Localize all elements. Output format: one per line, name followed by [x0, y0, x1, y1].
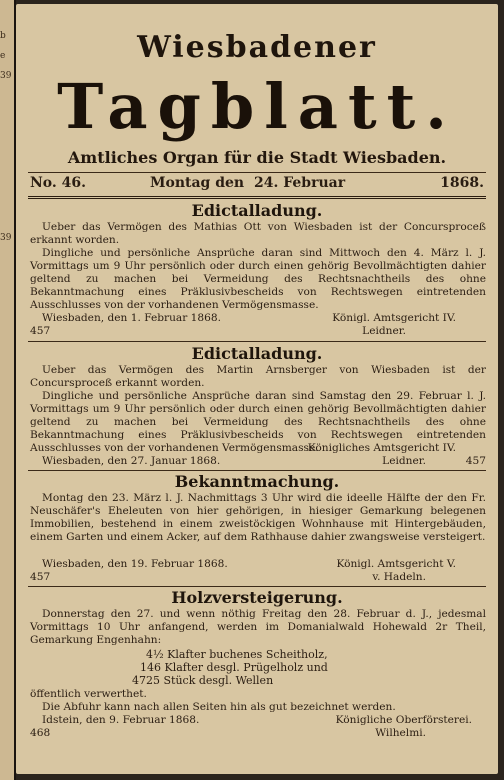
divider: [28, 586, 486, 587]
place-date: Wiesbaden, den 27. Januar 1868.: [42, 455, 221, 467]
lot-item: 4½ Klafter buchenes Scheitholz,: [146, 648, 328, 661]
margin-fragment: 39: [0, 71, 12, 81]
notice-footer: [30, 714, 486, 727]
issue-number: No. 46.: [30, 175, 86, 191]
notice-footer: [30, 727, 486, 740]
margin-fragment: 39: [0, 233, 12, 243]
notice-number: 457: [30, 325, 51, 337]
issue-date: 24. Februar: [254, 175, 346, 191]
place-date: Wiesbaden, den 1. Februar 1868.: [42, 312, 222, 324]
signature: Wilhelmi.: [375, 727, 426, 739]
lot-item: 4725 Stück desgl. Wellen: [132, 674, 274, 687]
adjacent-page-margin: [0, 0, 16, 780]
masthead-subtitle: Amtliches Organ für die Stadt Wiesbaden.: [67, 148, 447, 167]
notice-paragraph: Montag den 23. März l. J. Nachmittags 3 Uhr wird die ideelle Hälfte der den Fr. Neuschäfer's Eheleuten von hier gehörigen, in hiesiger Gemarkung belegenen Immobilien, bestehend in einem zweistöckigen Wohnhause mit Hintergebäuden, einem Garten und einem Acker, auf dem Rathhause dahier zwangsweise versteigert.: [30, 492, 486, 543]
notice-number: 457: [30, 571, 51, 583]
notice-footer: [30, 455, 486, 468]
divider: [28, 470, 486, 471]
authority: Königliche Oberförsterei.: [335, 714, 472, 726]
divider: [28, 172, 486, 173]
lot-item: 146 Klafter desgl. Prügelholz und: [140, 661, 328, 674]
place-date: Wiesbaden, den 19. Februar 1868.: [42, 558, 228, 570]
margin-fragment: e: [0, 51, 6, 61]
notice-footer: [30, 558, 486, 571]
issue-year: 1868.: [440, 175, 484, 191]
notice-paragraph: Ueber das Vermögen des Martin Arnsberger von Wiesbaden ist der Concursproceß erkannt worden.: [30, 364, 486, 389]
notice-number: 457: [465, 455, 486, 467]
authority: Königliches Amtsgericht IV.: [307, 442, 456, 454]
notice-paragraph: Die Abfuhr kann nach allen Seiten hin als gut bezeichnet werden.: [42, 701, 396, 713]
signature: v. Hadeln.: [372, 571, 426, 583]
signature: Leidner.: [362, 325, 406, 337]
notice-paragraph: Ueber das Vermögen des Mathias Ott von Wiesbaden ist der Concursproceß erkannt worden.: [30, 221, 486, 246]
notice-footer: [30, 325, 486, 338]
notice-footer: [30, 442, 486, 455]
notice-footer: [30, 571, 486, 584]
masthead-title: Tagblatt.: [57, 70, 457, 143]
notice-heading: Holzversteigerung.: [171, 588, 343, 607]
signature: Leidner.: [382, 455, 426, 467]
divider: [28, 341, 486, 342]
notice-paragraph: Dingliche und persönliche Ansprüche daran sind Samstag den 29. Februar l. J. Vormittags um 9 Uhr persönlich oder durch einen gehörig Bevollmächtigten dahier geltend zu machen bei Vermeidung des Rechtsnachtheils des ohne Bekanntmachung eines Präklusivbescheids von Rechtswegen eintretenden Ausschlusses von der vorhandenen Vermögensmasse.: [30, 390, 486, 454]
divider: [28, 196, 486, 199]
newspaper-sheet: [16, 4, 498, 774]
notice-footer: [30, 312, 486, 325]
masthead-top: Wiesbadener: [137, 30, 377, 65]
notice-paragraph: öffentlich verwerthet.: [30, 688, 147, 700]
place-date: Idstein, den 9. Februar 1868.: [42, 714, 200, 726]
notice-heading: Edictalladung.: [191, 201, 323, 220]
notice-paragraph: Dingliche und persönliche Ansprüche daran sind Mittwoch den 4. März l. J. Vormittags um 9 Uhr persönlich oder durch einen gehörig Bevollmächtigten dahier geltend zu machen bei Vermeidung des Rechtsnachtheils des ohne Bekanntmachung eines Präklusivbescheids von Rechtswegen eintretenden Ausschlusses von der vorhandenen Vermögensmasse.: [30, 247, 486, 311]
authority: Königl. Amtsgericht V.: [336, 558, 456, 570]
notice-heading: Edictalladung.: [191, 344, 323, 363]
notice-heading: Bekanntmachung.: [174, 472, 340, 491]
dateline: [30, 175, 484, 195]
notice-number: 468: [30, 727, 51, 739]
margin-fragment: b: [0, 31, 6, 41]
notice-paragraph: Donnerstag den 27. und wenn nöthig Freitag den 28. Februar d. J., jedesmal Vormittags 10 Uhr anfangend, werden im Domanialwald Hohewald 2r Theil, Gemarkung Engenhahn:: [30, 608, 486, 646]
authority: Königl. Amtsgericht IV.: [332, 312, 456, 324]
weekday: Montag den: [150, 175, 245, 191]
